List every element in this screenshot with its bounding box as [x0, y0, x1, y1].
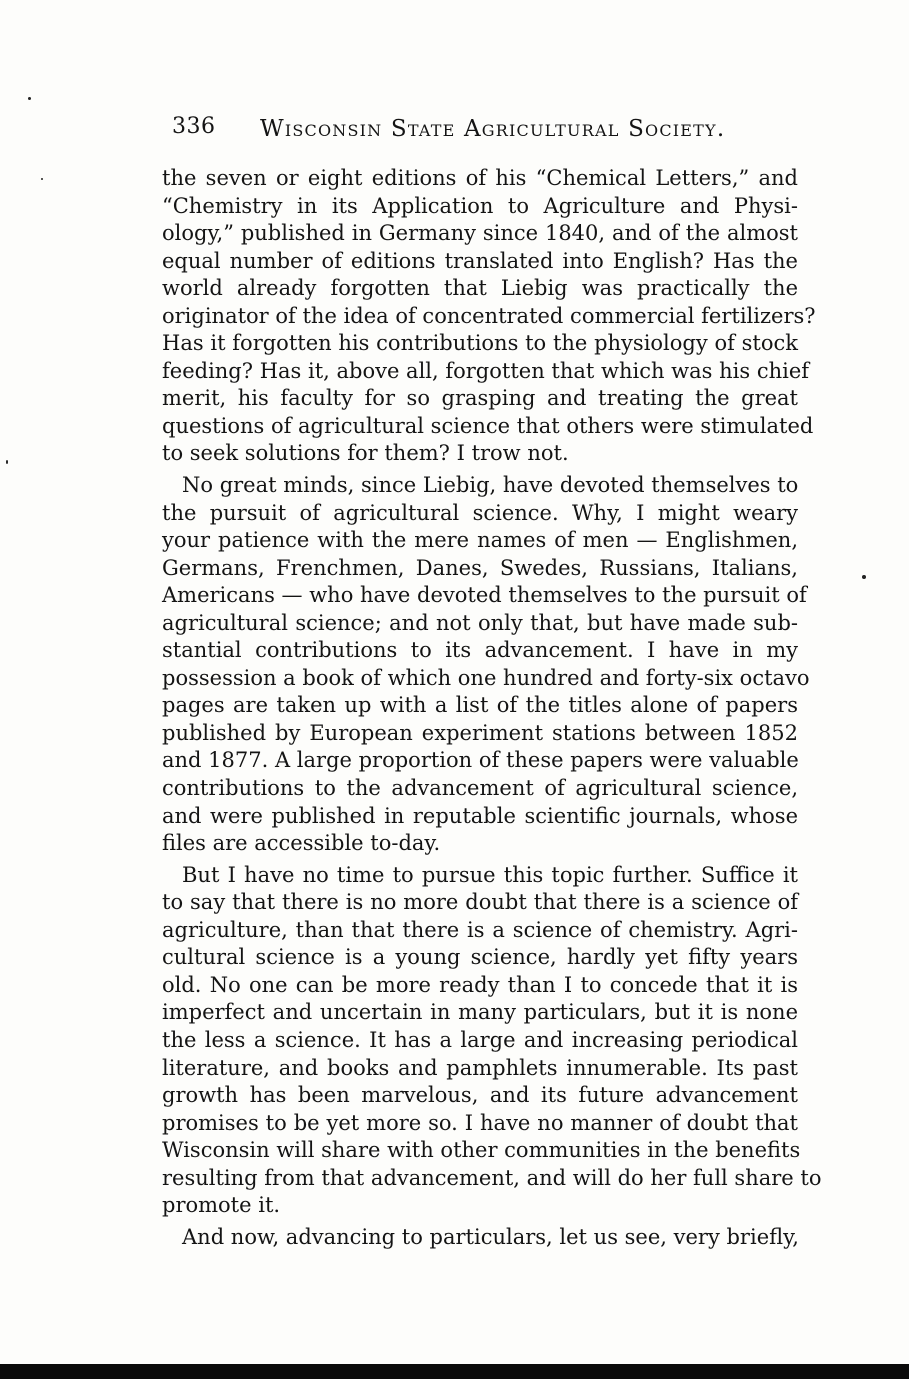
text-line: to seek solutions for them? I trow not.: [162, 441, 569, 466]
text-line: originator of the idea of concentrated commercial fertilizers?: [162, 303, 816, 328]
text-line: questions of agricultural science that others were stimulated: [162, 413, 814, 438]
scan-edge-bar: [0, 1364, 909, 1379]
running-title: Wisconsin State Agricultural Society.: [260, 116, 726, 142]
text-line: promises to be yet more so. I have no manner of doubt that: [162, 1110, 798, 1135]
text-line: feeding? Has it, above all, forgotten that which was his chief: [162, 358, 810, 383]
text-line: world already forgotten that Liebig was practically the: [162, 276, 798, 301]
text-line: contributions to the advancement of agricultural science,: [162, 776, 798, 801]
text-line: resulting from that advancement, and will do her full share to: [162, 1165, 822, 1190]
text-line: your patience with the mere names of men — Englishmen,: [162, 528, 798, 553]
text-line: agriculture, than that there is a science of chemistry. Agri-: [162, 917, 798, 942]
text-line: possession a book of which one hundred and forty-six octavo: [162, 665, 810, 690]
page-number: 336: [172, 114, 216, 139]
text-line: literature, and books and pamphlets innumerable. Its past: [162, 1055, 798, 1080]
text-line: growth has been marvelous, and its future advancement: [162, 1083, 798, 1108]
scan-speck: [6, 460, 8, 464]
paragraph: [162, 472, 810, 858]
running-header: [172, 112, 732, 146]
text-line: “Chemistry in its Application to Agriculture and Physi-: [162, 193, 798, 218]
text-line: Americans — who have devoted themselves to the pursuit of: [162, 583, 807, 608]
text-line: Germans, Frenchmen, Danes, Swedes, Russians, Italians,: [162, 555, 798, 580]
text-line: imperfect and uncertain in many particulars, but it is none: [162, 1000, 798, 1025]
text-line: the less a science. It has a large and increasing periodical: [162, 1027, 798, 1052]
scan-speck: [41, 178, 43, 180]
scan-speck: [28, 97, 31, 100]
text-line: No great minds, since Liebig, have devoted themselves to: [182, 473, 799, 498]
text-line: published by European experiment stations between 1852: [162, 720, 798, 745]
text-line: And now, advancing to particulars, let us see, very briefly,: [182, 1224, 799, 1249]
text-line: cultural science is a young science, hardly yet fifty years: [162, 945, 798, 970]
scan-speck: [862, 575, 866, 579]
paragraph: [162, 1224, 798, 1252]
text-line: the pursuit of agricultural science. Why, I might weary: [162, 500, 798, 525]
text-line: and were published in reputable scientific journals, whose: [162, 803, 798, 828]
text-line: promote it.: [162, 1193, 281, 1218]
text-line: equal number of editions translated into English? Has the: [162, 248, 798, 273]
text-line: agricultural science; and not only that, but have made sub-: [162, 610, 798, 635]
text-line: files are accessible to-day.: [162, 831, 441, 856]
text-line: and 1877. A large proportion of these papers were valuable: [162, 748, 799, 773]
paragraph: [162, 165, 816, 468]
text-line: to say that there is no more doubt that there is a science of: [162, 890, 798, 915]
text-line: old. No one can be more ready than I to concede that it is: [162, 972, 798, 997]
text-line: But I have no time to pursue this topic further. Suffice it: [182, 862, 798, 887]
text-line: ology,” published in Germany since 1840, and of the almost: [162, 221, 798, 246]
text-line: Has it forgotten his contributions to the physiology of stock: [162, 331, 798, 356]
text-line: stantial contributions to its advancement. I have in my: [162, 638, 798, 663]
body-text: [162, 165, 822, 1251]
paragraph: [162, 862, 822, 1220]
text-line: pages are taken up with a list of the titles alone of papers: [162, 693, 798, 718]
text-line: Wisconsin will share with other communities in the benefits: [162, 1138, 801, 1163]
text-line: the seven or eight editions of his “Chemical Letters,” and: [162, 166, 798, 190]
text-line: merit, his faculty for so grasping and treating the great: [162, 386, 798, 411]
